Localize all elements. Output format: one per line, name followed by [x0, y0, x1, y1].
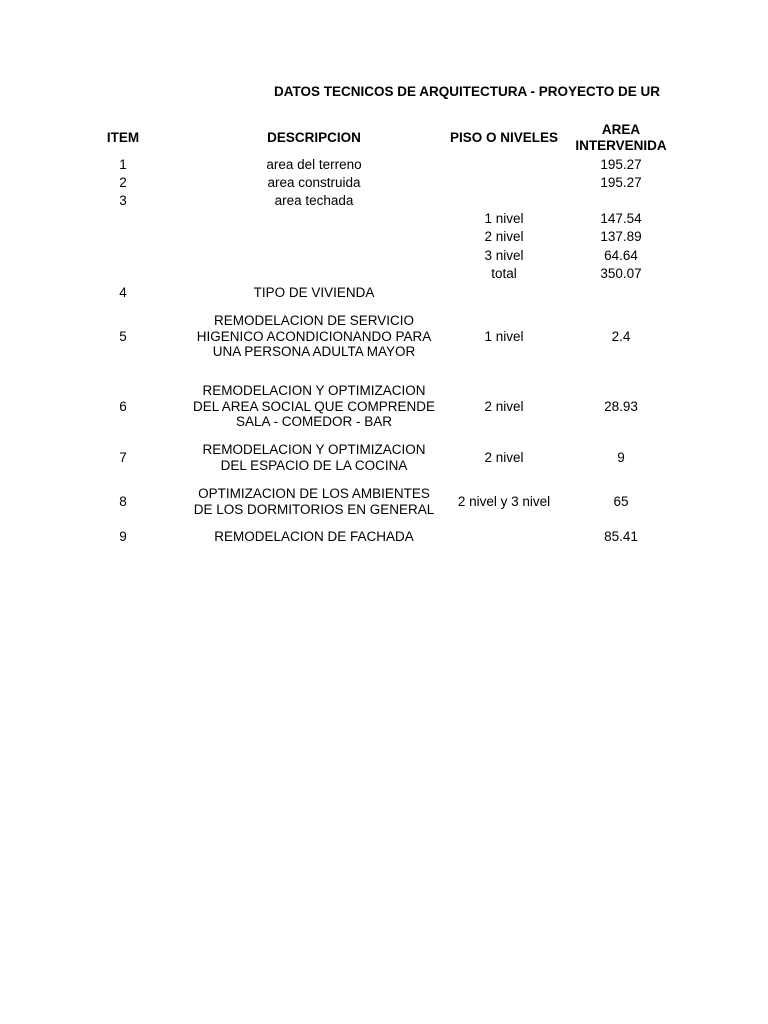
subrow-total-area: 350.07 [600, 266, 642, 281]
row-5-desc [180, 313, 448, 360]
row-6-area: 28.93 [604, 398, 638, 414]
row-9-desc: REMODELACION DE FACHADA [214, 529, 414, 544]
header-area-line1: AREA [601, 122, 641, 137]
row-8-desc [180, 486, 448, 517]
subrow-3-piso: 3 nivel [484, 248, 524, 263]
header-piso: PISO O NIVELES [449, 130, 559, 146]
page-title: DATOS TECNICOS DE ARQUITECTURA - PROYECTO DE UR [274, 84, 661, 99]
row-1-item: 1 [119, 157, 127, 172]
row-5-desc-line: REMODELACION DE SERVICIO [213, 313, 415, 328]
row-4-item: 4 [119, 285, 127, 300]
row-2-item: 2 [119, 175, 127, 190]
row-2-desc: area construida [267, 175, 361, 190]
row-8-item: 8 [119, 493, 127, 509]
row-6-desc-line: SALA - COMEDOR - BAR [235, 414, 393, 429]
row-3-item: 3 [119, 193, 127, 208]
header-area-line2: INTERVENIDA [575, 137, 667, 153]
row-6-item: 6 [119, 398, 127, 414]
row-7-area: 9 [617, 449, 625, 465]
subrow-total-piso: total [491, 266, 517, 281]
row-5-piso: 1 nivel [484, 328, 524, 344]
row-1-desc: area del terreno [266, 157, 362, 172]
row-6-desc-line: DEL AREA SOCIAL QUE COMPRENDE [192, 398, 436, 414]
row-9-item: 9 [119, 529, 127, 544]
row-6-desc-line: REMODELACION Y OPTIMIZACION [202, 383, 426, 398]
row-8-desc-line: OPTIMIZACION DE LOS AMBIENTES [198, 486, 430, 501]
row-7-desc [180, 442, 448, 473]
row-7-desc-line: DEL ESPACIO DE LA COCINA [220, 457, 408, 473]
row-6-piso: 2 nivel [484, 398, 524, 414]
subrow-1-area: 147.54 [600, 211, 642, 226]
row-5-desc-line: HIGENICO ACONDICIONANDO PARA [196, 328, 432, 344]
row-8-desc-line: DE LOS DORMITORIOS EN GENERAL [193, 501, 435, 517]
row-7-piso: 2 nivel [484, 449, 524, 465]
row-7-item: 7 [119, 449, 127, 465]
subrow-2-area: 137.89 [600, 229, 642, 244]
row-2-area: 195.27 [600, 175, 642, 190]
row-9-area: 85.41 [604, 529, 638, 544]
row-5-desc-line: UNA PERSONA ADULTA MAYOR [212, 344, 416, 359]
subrow-3-area: 64.64 [604, 248, 638, 263]
row-8-piso: 2 nivel y 3 nivel [457, 493, 551, 509]
subrow-2-piso: 2 nivel [484, 229, 524, 244]
row-5-item: 5 [119, 328, 127, 344]
header-area [566, 122, 676, 153]
row-5-area: 2.4 [611, 328, 631, 344]
row-7-desc-line: REMODELACION Y OPTIMIZACION [202, 442, 426, 457]
header-item: ITEM [106, 130, 140, 146]
header-descripcion: DESCRIPCION [267, 130, 361, 146]
row-4-desc: TIPO DE VIVIENDA [253, 285, 375, 300]
row-1-area: 195.27 [600, 157, 642, 172]
subrow-1-piso: 1 nivel [484, 211, 524, 226]
row-6-desc [180, 383, 448, 430]
row-8-area: 65 [613, 493, 629, 509]
row-3-desc: area techada [274, 193, 354, 208]
